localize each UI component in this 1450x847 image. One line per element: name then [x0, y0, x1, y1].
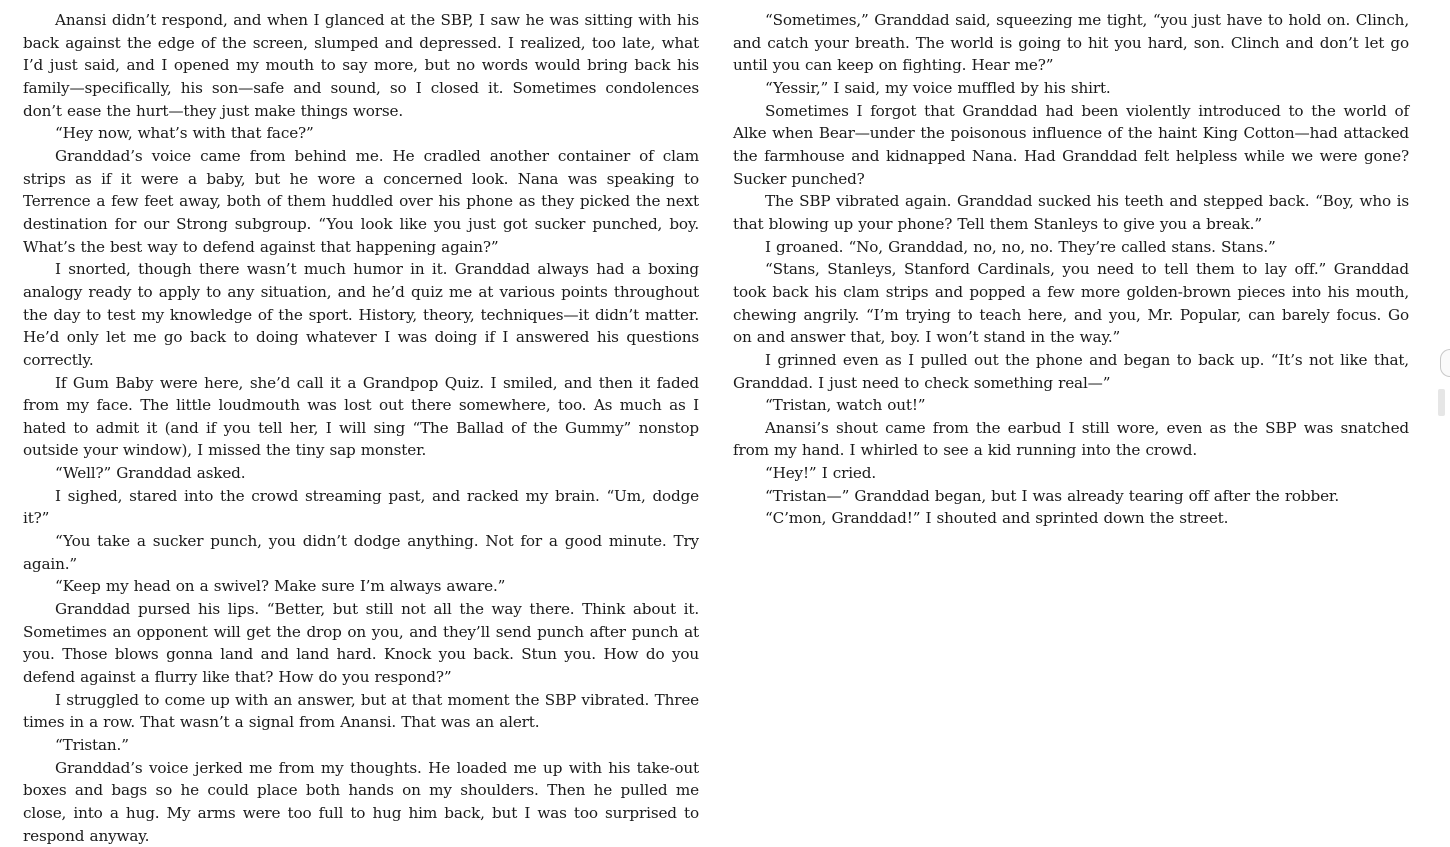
paragraph: “C’mon, Granddad!” I shouted and sprinted down the street. — [765, 509, 1229, 528]
paragraph: Granddad’s voice came from behind me. He cradled another container of clam strips as if it were a baby, but he wore a concerned look. Nana was speaking to Terrence a few feet away, both of them huddled over his phone as they picked the next destination for our Strong subgroup. “You look like you just got sucker punched, boy. What’s the best way to defend against that happening again?” — [23, 146, 699, 256]
paragraph: “Hey now, what’s with that face?” — [55, 124, 314, 143]
paragraph: I struggled to come up with an answer, but at that moment the SBP vibrated. Three times in a row. That wasn’t a signal from Anansi. That was an alert. — [23, 690, 699, 732]
paragraph: Anansi’s shout came from the earbud I still wore, even as the SBP was snatched from my hand. I whirled to see a kid running into the crowd. — [733, 418, 1409, 460]
paragraph: I sighed, stared into the crowd streaming past, and racked my brain. “Um, dodge it?” — [23, 486, 699, 528]
paragraph: “Keep my head on a swivel? Make sure I’m always aware.” — [55, 577, 506, 596]
scrollbar-thumb[interactable] — [1438, 389, 1445, 416]
paragraph: Sometimes I forgot that Granddad had been violently introduced to the world of Alke when Bear—under the poisonous influence of the haint King Cotton—had attacked the farmhouse and kidnapped Nana. Had Granddad felt helpless while we were gone? Sucker punched? — [733, 101, 1409, 188]
right-column — [733, 9, 1409, 530]
paragraph: The SBP vibrated again. Granddad sucked his teeth and stepped back. “Boy, who is that blowing up your phone? Tell them Stanleys to give you a break.” — [733, 192, 1409, 233]
paragraph: “You take a sucker punch, you didn’t dodge anything. Not for a good minute. Try again.” — [23, 532, 699, 573]
paragraph: I snorted, though there wasn’t much humor in it. Granddad always had a boxing analogy ready to apply to any situation, and he’d quiz me at various points throughout the day to test my knowledge of the sport. History, theory, techniques—it didn’t matter. He’d only let me go back to doing whatever I was doing if I answered his questions correctly. — [23, 260, 699, 369]
paragraph: “Sometimes,” Granddad said, squeezing me tight, “you just have to hold on. Clinch, and catch your breath. The world is going to hit you hard, son. Clinch and don’t let go until you can keep on fighting. Hear me?” — [733, 11, 1409, 75]
paragraph: Granddad’s voice jerked me from my thoughts. He loaded me up with his take-out boxes and bags so he could place both hands on my shoulders. Then he pulled me close, into a hug. My arms were too full to hug him back, but I was too surprised to respond anyway. — [23, 758, 699, 845]
paragraph: Granddad pursed his lips. “Better, but still not all the way there. Think about it. Sometimes an opponent will get the drop on you, and they’ll send punch after punch at you. Those blows gonna land and land hard. Knock you back. Stun you. How do you defend against a flurry like that? How do you respond?” — [23, 600, 699, 687]
paragraph: “Well?” Granddad asked. — [55, 464, 246, 483]
paragraph: “Yessir,” I said, my voice muffled by his shirt. — [765, 78, 1111, 97]
paragraph: If Gum Baby were here, she’d call it a Grandpop Quiz. I smiled, and then it faded from my face. The little loudmouth was lost out there somewhere, too. As much as I hated to admit it (and if you tell her, I will sing “The Ballad of the Gummy” nonstop outside your window), I missed the tiny sap monster. — [23, 373, 699, 460]
paragraph: I groaned. “No, Granddad, no, no, no. They’re called stans. Stans.” — [765, 237, 1276, 256]
paragraph: “Tristan—” Granddad began, but I was already tearing off after the robber. — [765, 486, 1340, 505]
paragraph: “Tristan.” — [55, 736, 129, 754]
left-column — [23, 9, 699, 847]
paragraph: Anansi didn’t respond, and when I glanced at the SBP, I saw he was sitting with his back against the edge of the screen, slumped and depressed. I realized, too late, what I’d just said, and I opened my mouth to say more, but no words would bring back his family—specifically, his son—safe and sound, so I closed it. Sometimes condolences don’t ease the hurt—they just make things worse. — [23, 11, 699, 120]
next-page-button[interactable] — [1440, 349, 1450, 377]
paragraph: “Stans, Stanleys, Stanford Cardinals, you need to tell them to lay off.” Granddad took back his clam strips and popped a few more golden-brown pieces into his mouth, chewing angrily. “I’m trying to teach here, and you, Mr. Popular, can barely focus. Go on and answer that, boy. I won’t stand in the way.” — [733, 260, 1409, 347]
paragraph: “Tristan, watch out!” — [765, 396, 926, 415]
paragraph: “Hey!” I cried. — [765, 464, 877, 483]
paragraph: I grinned even as I pulled out the phone and began to back up. “It’s not like that, Granddad. I just need to check something real—” — [733, 350, 1409, 392]
